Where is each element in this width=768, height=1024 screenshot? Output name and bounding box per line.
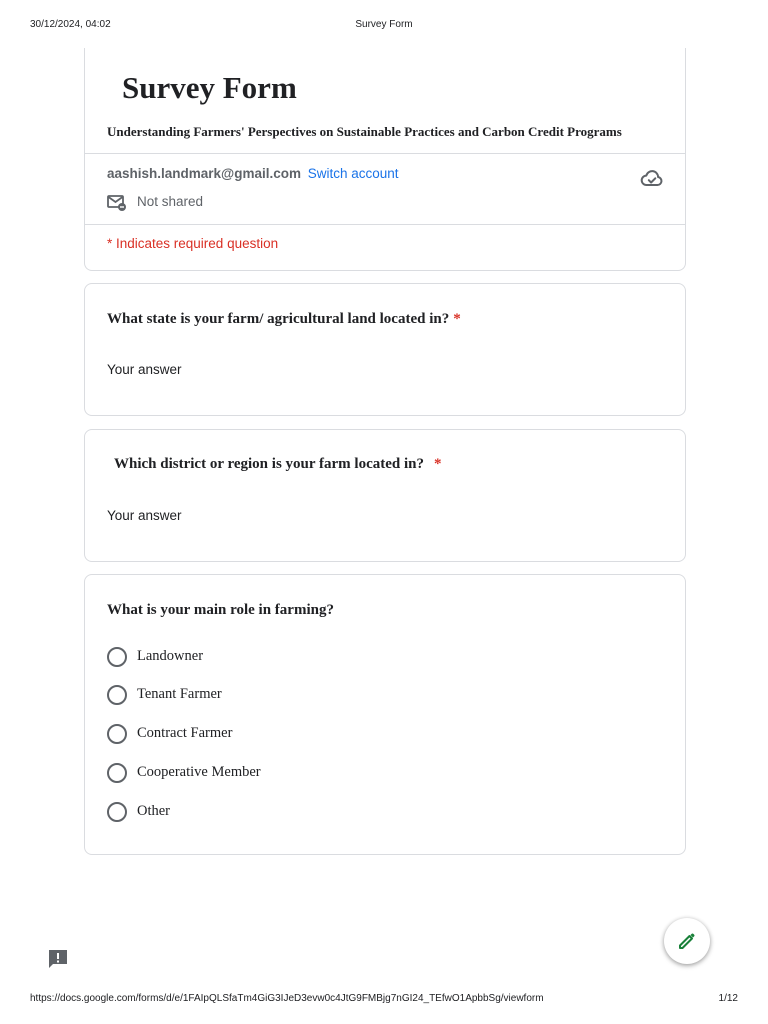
form-title: Survey Form xyxy=(122,70,297,105)
required-asterisk: * xyxy=(433,456,442,472)
radio-button[interactable] xyxy=(107,647,127,667)
pencil-edit-icon xyxy=(677,931,697,951)
radio-button[interactable] xyxy=(107,724,127,744)
option-label: Cooperative Member xyxy=(137,764,261,780)
required-question-note: * Indicates required question xyxy=(107,236,279,251)
question-title: What is your main role in farming? xyxy=(107,602,334,618)
option-label: Other xyxy=(137,803,171,819)
question-text: What state is your farm/ agricultural land located in? xyxy=(107,311,450,327)
question-text: Which district or region is your farm located in? xyxy=(114,456,424,472)
question-title xyxy=(114,456,441,473)
account-row xyxy=(107,166,399,181)
divider xyxy=(85,224,685,225)
edit-button[interactable] xyxy=(664,918,710,964)
print-url: https://docs.google.com/forms/d/e/1FAIpQLSfaTm4GiG3IJeD3evw0c4JtG9FMBjg7nGI24_TEfwO1ApbbSg/viewform xyxy=(30,993,544,1004)
question-card-district xyxy=(84,429,686,562)
divider xyxy=(85,153,685,154)
switch-account-link[interactable]: Switch account xyxy=(307,166,399,181)
cloud-check-icon xyxy=(640,166,664,190)
question-title xyxy=(107,311,461,328)
option-label: Tenant Farmer xyxy=(137,686,222,702)
answer-input-district[interactable]: Your answer xyxy=(107,508,182,523)
print-page-title: Survey Form xyxy=(355,19,413,30)
form-description: Understanding Farmers' Perspectives on Sustainable Practices and Carbon Credit Programs xyxy=(107,124,622,139)
option-label: Landowner xyxy=(137,648,204,664)
feedback-icon[interactable] xyxy=(47,948,69,970)
print-footer xyxy=(0,993,768,1007)
answer-input-state[interactable]: Your answer xyxy=(107,362,182,377)
radio-button[interactable] xyxy=(107,685,127,705)
print-datetime: 30/12/2024, 04:02 xyxy=(30,19,111,30)
mail-not-shared-icon xyxy=(107,194,127,212)
required-asterisk: * xyxy=(453,311,461,327)
print-page-number: 1/12 xyxy=(718,993,738,1004)
account-email: aashish.landmark@gmail.com xyxy=(107,166,301,181)
radio-button[interactable] xyxy=(107,802,127,822)
question-card-role xyxy=(84,574,686,855)
form-header-card xyxy=(84,48,686,271)
question-card-state xyxy=(84,283,686,416)
not-shared-label: Not shared xyxy=(137,194,204,209)
option-label: Contract Farmer xyxy=(137,725,233,741)
radio-button[interactable] xyxy=(107,763,127,783)
print-header xyxy=(0,19,768,33)
